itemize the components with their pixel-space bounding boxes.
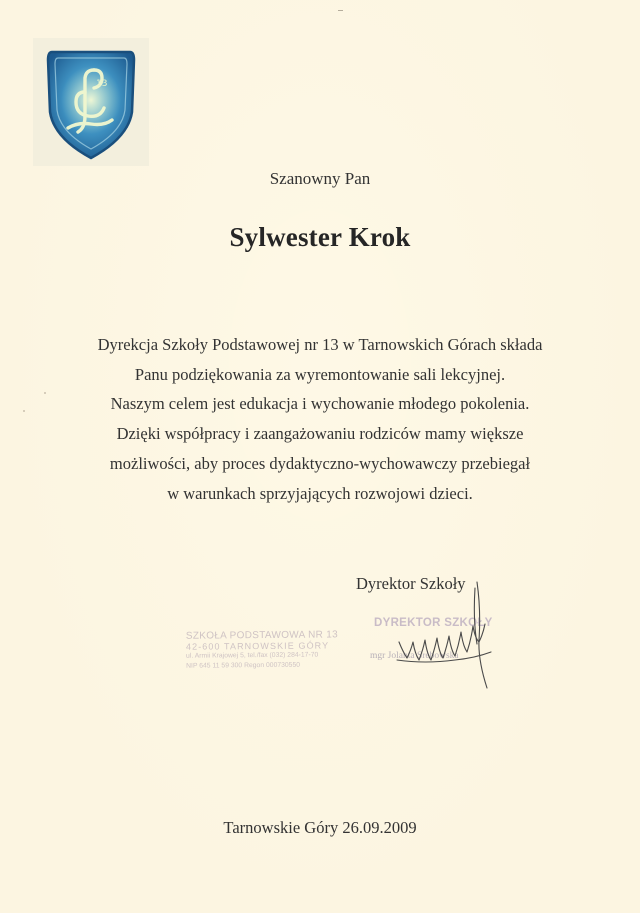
body-line: w warunkach sprzyjających rozwojowi dzieci. xyxy=(167,483,473,503)
body-line: Panu podziękowania za wyremontowanie sali lekcyjnej. xyxy=(134,364,506,384)
svg-text:13: 13 xyxy=(96,79,108,89)
signature-icon xyxy=(395,580,500,695)
body-line: Naszym celem jest edukacja i wychowanie młodego pokolenia. xyxy=(110,394,530,414)
body-line: Dyrekcja Szkoły Podstawowej nr 13 w Tarnowskich Górach składa xyxy=(97,335,543,354)
signatory-title: Dyrektor Szkoły xyxy=(356,574,466,593)
director-stamp-name: mgr Jolanta Srebowska xyxy=(370,651,459,661)
shield-emblem-icon xyxy=(38,42,144,162)
body-line: Dzięki współpracy i zaangażowaniu rodziców mamy większe xyxy=(116,424,524,444)
letter-body xyxy=(30,330,610,508)
school-stamp-ids: NIP 645 11 59 300 Regon 000730550 xyxy=(186,661,301,670)
recipient-name: Sylwester Krok xyxy=(229,222,411,252)
school-stamp-city: 42-600 TARNOWSKIE GÓRY xyxy=(185,640,330,652)
director-signature xyxy=(395,580,500,700)
body-line: możliwości, aby proces dydaktyczno-wychowawczy przebiegał xyxy=(109,453,531,473)
director-stamp-title: DYREKTOR SZKOŁY xyxy=(374,617,493,629)
school-logo xyxy=(33,38,149,166)
school-stamp-name: SZKOŁA PODSTAWOWA NR 13 xyxy=(185,629,339,642)
scan-speck xyxy=(23,410,25,412)
school-stamp-address: ul. Armii Krajowej 5, tel./fax (032) 284-17-70 xyxy=(186,651,319,660)
school-stamp xyxy=(186,630,346,671)
scan-mark xyxy=(338,10,343,11)
salutation: Szanowny Pan xyxy=(269,169,371,188)
place-and-date: Tarnowskie Góry 26.09.2009 xyxy=(223,818,417,837)
